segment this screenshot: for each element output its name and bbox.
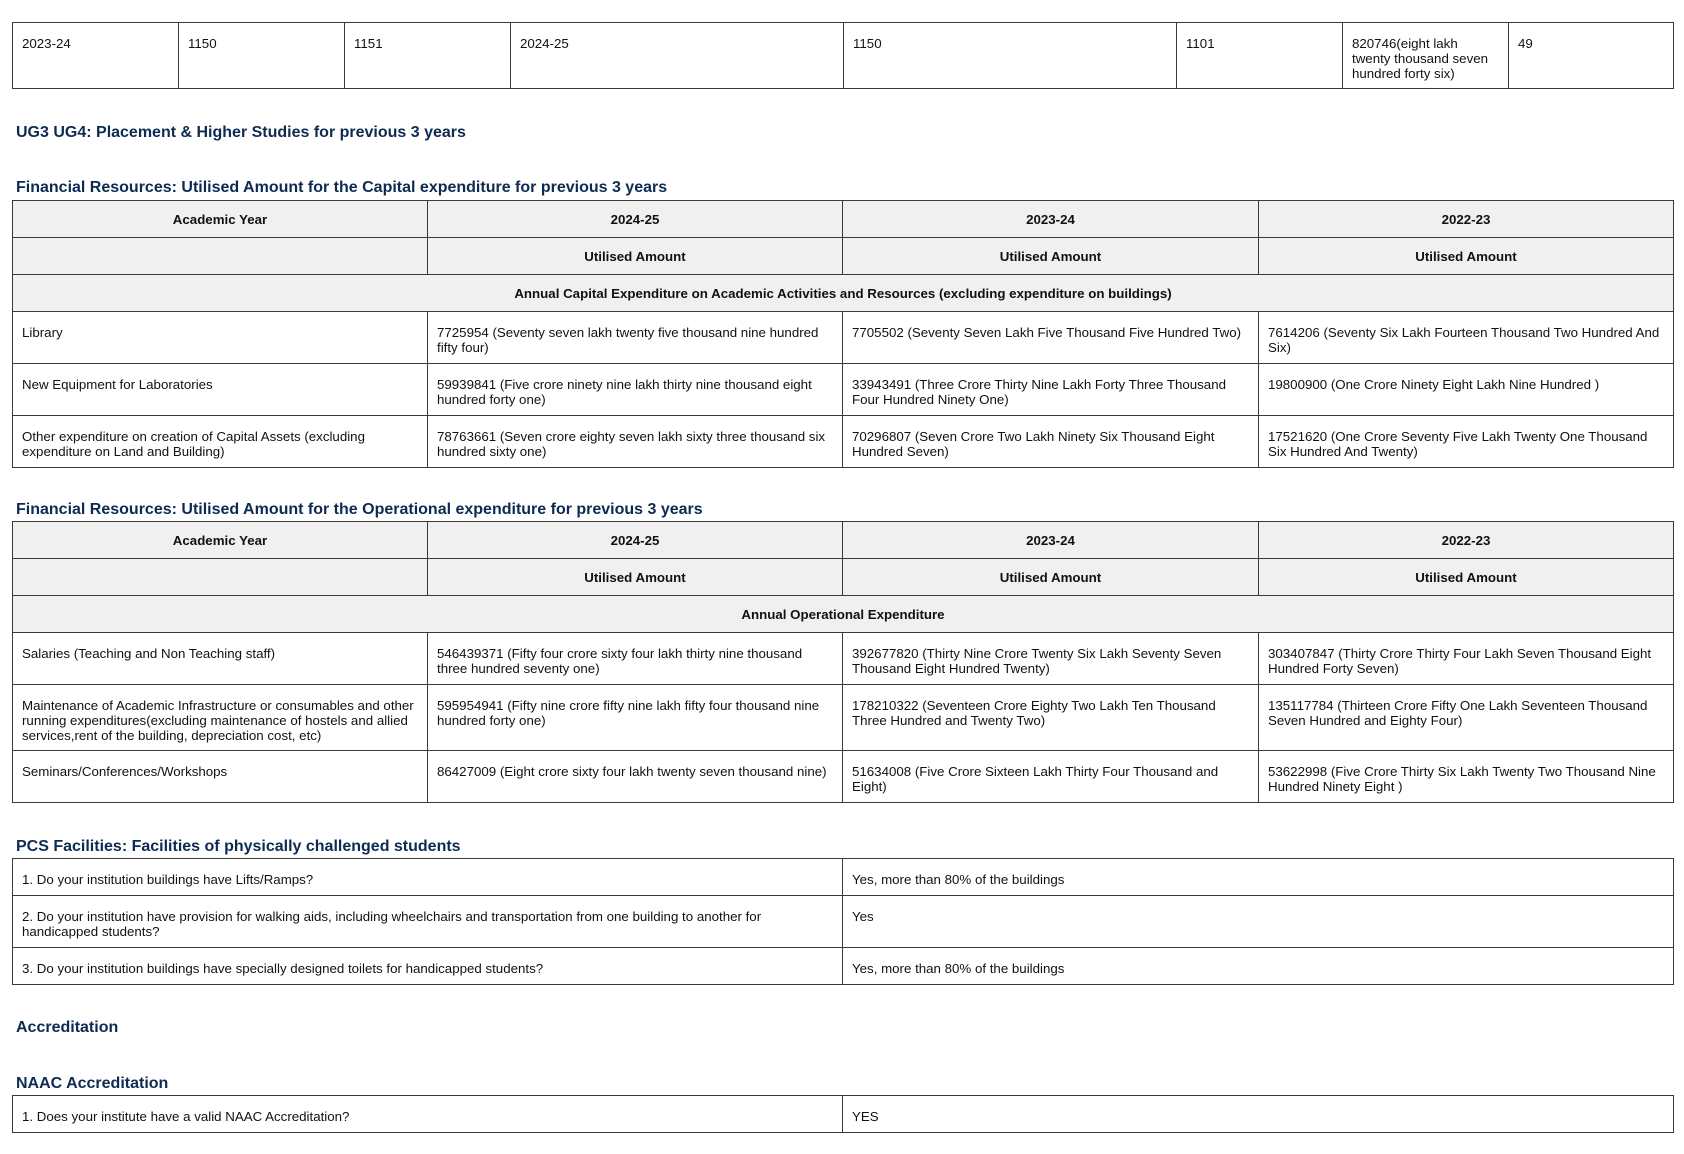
column-header: 2024-25 [428, 522, 843, 559]
row-label: Seminars/Conferences/Workshops [13, 751, 428, 803]
table-cell: 392677820 (Thirty Nine Crore Twenty Six Lakh Seventy Seven Thousand Eight Hundred Twenty) [843, 633, 1259, 685]
table-cell: 78763661 (Seven crore eighty seven lakh sixty three thousand six hundred sixty one) [428, 416, 843, 468]
column-header: 2024-25 [428, 201, 843, 238]
table-row [13, 859, 1674, 896]
section-title-placement: UG3 UG4: Placement & Higher Studies for previous 3 years [16, 124, 466, 141]
column-subheader: Utilised Amount [428, 238, 843, 275]
question: 1. Do your institution buildings have Lifts/Ramps? [13, 859, 843, 896]
row-label: Library [13, 312, 428, 364]
table-row [13, 364, 1674, 416]
table-cell: 1150 [844, 23, 1177, 89]
column-subheader: Utilised Amount [428, 559, 843, 596]
table-cell: 59939841 (Five crore ninety nine lakh thirty nine thousand eight hundred forty one) [428, 364, 843, 416]
table-cell: 595954941 (Fifty nine crore fifty nine lakh fifty four thousand nine hundred forty one) [428, 685, 843, 751]
table-row [13, 896, 1674, 948]
column-subheader [13, 559, 428, 596]
table-row [13, 751, 1674, 803]
table-row [13, 1096, 1674, 1133]
group-row [13, 596, 1674, 633]
section-title-operational: Financial Resources: Utilised Amount for the Operational expenditure for previous 3 years [16, 501, 703, 518]
table-cell: 51634008 (Five Crore Sixteen Lakh Thirty Four Thousand and Eight) [843, 751, 1259, 803]
column-header: Academic Year [13, 201, 428, 238]
column-header: 2023-24 [843, 522, 1259, 559]
table-row [13, 312, 1674, 364]
column-subheader: Utilised Amount [843, 559, 1259, 596]
column-subheader: Utilised Amount [1259, 559, 1674, 596]
table-cell: 2024-25 [511, 23, 844, 89]
group-row [13, 275, 1674, 312]
capital-expenditure-table [12, 200, 1674, 468]
table-cell: 7705502 (Seventy Seven Lakh Five Thousand Five Hundred Two) [843, 312, 1259, 364]
column-header: Academic Year [13, 522, 428, 559]
column-header: 2022-23 [1259, 522, 1674, 559]
section-title-capital: Financial Resources: Utilised Amount for the Capital expenditure for previous 3 years [16, 179, 668, 196]
table-row [13, 685, 1674, 751]
table-cell: 1101 [1177, 23, 1343, 89]
table-cell: 33943491 (Three Crore Thirty Nine Lakh Forty Three Thousand Four Hundred Ninety One) [843, 364, 1259, 416]
question: 1. Does your institute have a valid NAAC Accreditation? [13, 1096, 843, 1133]
column-header: 2023-24 [843, 201, 1259, 238]
group-label: Annual Operational Expenditure [13, 596, 1674, 633]
row-label: Salaries (Teaching and Non Teaching staff) [13, 633, 428, 685]
table-cell: 17521620 (One Crore Seventy Five Lakh Twenty One Thousand Six Hundred And Twenty) [1259, 416, 1674, 468]
column-header: 2022-23 [1259, 201, 1674, 238]
section-title-pcs: PCS Facilities: Facilities of physically challenged students [16, 838, 461, 855]
table-cell: 1151 [345, 23, 511, 89]
table-header-row [13, 201, 1674, 238]
table-cell: 135117784 (Thirteen Crore Fifty One Lakh Seventeen Thousand Seven Hundred and Eighty Four) [1259, 685, 1674, 751]
answer: YES [843, 1096, 1674, 1133]
column-subheader [13, 238, 428, 275]
table-row [13, 23, 1674, 89]
pcs-facilities-table [12, 858, 1674, 985]
group-label: Annual Capital Expenditure on Academic Activities and Resources (excluding expenditure on buildings) [13, 275, 1674, 312]
table-cell: 7614206 (Seventy Six Lakh Fourteen Thousand Two Hundred And Six) [1259, 312, 1674, 364]
table-cell: 7725954 (Seventy seven lakh twenty five thousand nine hundred fifty four) [428, 312, 843, 364]
table-cell: 2023-24 [13, 23, 179, 89]
table-row [13, 633, 1674, 685]
section-title-naac: NAAC Accreditation [16, 1075, 169, 1092]
column-subheader: Utilised Amount [843, 238, 1259, 275]
row-label: Maintenance of Academic Infrastructure or consumables and other running expenditures(excluding maintenance of hostels and allied services,rent of the building, depreciation cost, etc) [13, 685, 428, 751]
question: 2. Do your institution have provision for walking aids, including wheelchairs and transportation from one building to another for handicapped students? [13, 896, 843, 948]
answer: Yes, more than 80% of the buildings [843, 948, 1674, 985]
table-cell: 49 [1509, 23, 1674, 89]
naac-table [12, 1095, 1674, 1133]
table-cell: 70296807 (Seven Crore Two Lakh Ninety Six Thousand Eight Hundred Seven) [843, 416, 1259, 468]
intake-table [12, 22, 1674, 89]
answer: Yes, more than 80% of the buildings [843, 859, 1674, 896]
row-label: Other expenditure on creation of Capital Assets (excluding expenditure on Land and Building) [13, 416, 428, 468]
table-cell: 86427009 (Eight crore sixty four lakh twenty seven thousand nine) [428, 751, 843, 803]
table-cell: 19800900 (One Crore Ninety Eight Lakh Nine Hundred ) [1259, 364, 1674, 416]
table-subheader-row [13, 559, 1674, 596]
table-cell: 1150 [179, 23, 345, 89]
answer: Yes [843, 896, 1674, 948]
table-subheader-row [13, 238, 1674, 275]
table-cell: 820746(eight lakh twenty thousand seven hundred forty six) [1343, 23, 1509, 89]
table-header-row [13, 522, 1674, 559]
column-subheader: Utilised Amount [1259, 238, 1674, 275]
table-row [13, 416, 1674, 468]
row-label: New Equipment for Laboratories [13, 364, 428, 416]
question: 3. Do your institution buildings have specially designed toilets for handicapped students? [13, 948, 843, 985]
table-row [13, 948, 1674, 985]
table-cell: 178210322 (Seventeen Crore Eighty Two Lakh Ten Thousand Three Hundred and Twenty Two) [843, 685, 1259, 751]
operational-expenditure-table [12, 521, 1674, 803]
section-title-accreditation: Accreditation [16, 1019, 119, 1036]
table-cell: 53622998 (Five Crore Thirty Six Lakh Twenty Two Thousand Nine Hundred Ninety Eight ) [1259, 751, 1674, 803]
table-cell: 303407847 (Thirty Crore Thirty Four Lakh Seven Thousand Eight Hundred Forty Seven) [1259, 633, 1674, 685]
table-cell: 546439371 (Fifty four crore sixty four lakh thirty nine thousand three hundred seventy one) [428, 633, 843, 685]
